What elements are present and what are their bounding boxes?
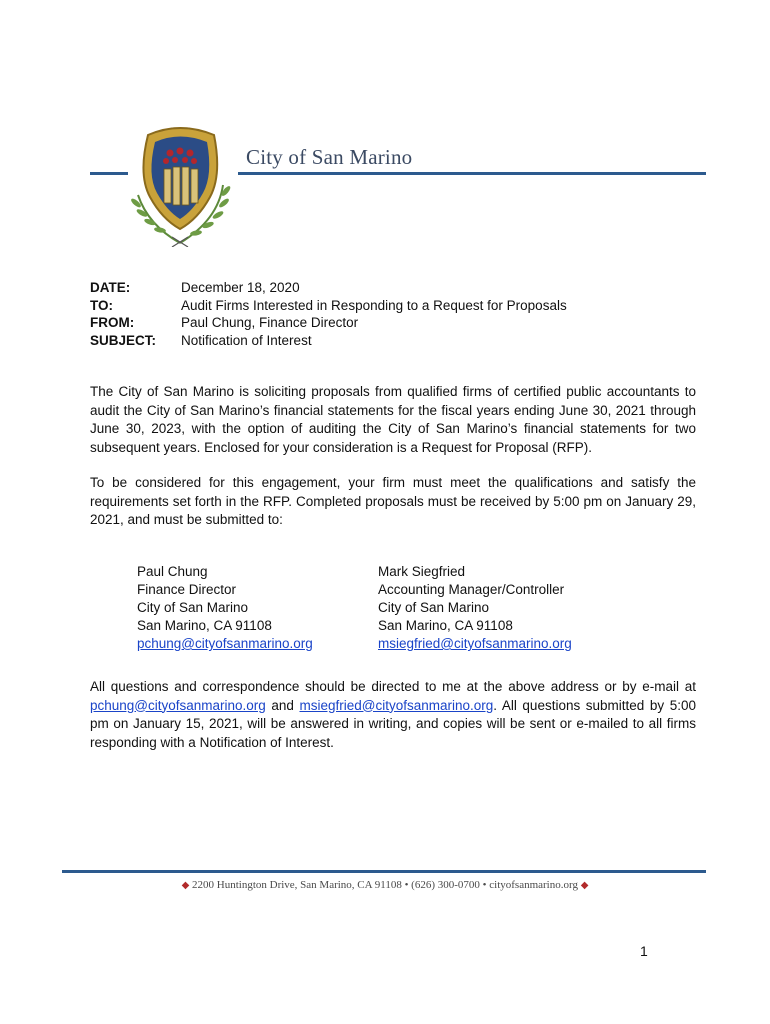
body-paragraph-3 xyxy=(90,678,696,752)
paragraph-3-text-start: All questions and correspondence should be directed to me at the above address or by e-mail at xyxy=(90,679,696,694)
contact-city: San Marino, CA 91108 xyxy=(378,618,513,633)
contact-block-mark-siegfried xyxy=(378,563,572,653)
memo-from-value: Paul Chung, Finance Director xyxy=(181,315,359,330)
contact-block-paul-chung xyxy=(137,563,313,653)
contact-email-link[interactable]: pchung@cityofsanmarino.org xyxy=(137,636,313,651)
footer-rule xyxy=(62,870,706,873)
memo-date-value: December 18, 2020 xyxy=(181,280,300,295)
city-seal-icon xyxy=(118,125,243,247)
memo-from-row xyxy=(90,314,567,332)
memo-date-label: DATE: xyxy=(90,280,131,295)
city-name-title: City of San Marino xyxy=(246,145,413,169)
pchung-email-link[interactable]: pchung@cityofsanmarino.org xyxy=(90,697,266,713)
diamond-icon: ◆ xyxy=(181,880,190,891)
body-paragraph-2: To be considered for this engagement, your firm must meet the qualifications and satisfy the requirements set forth in the RFP. Completed proposals must be received by 5:00 pm on January 29, 2021, and must be submitted to: xyxy=(90,475,696,527)
memo-from-label: FROM: xyxy=(90,315,135,330)
memo-to-value: Audit Firms Interested in Responding to a Request for Proposals xyxy=(181,297,567,313)
memo-subject-row xyxy=(90,332,567,350)
memo-date-row xyxy=(90,279,567,297)
memo-subject-label: SUBJECT: xyxy=(90,332,157,348)
header-rule-left xyxy=(90,172,128,175)
paragraph-3-text-and: and xyxy=(265,697,300,713)
paragraph-3-text-end: . All questions submitted by 5:00 pm on January 15, 2021, will be answered in writing, and copies will be sent or e-mailed to all firms responding with a Notification of Interest. xyxy=(90,697,696,750)
contact-org: City of San Marino xyxy=(378,600,490,615)
contact-org: City of San Marino xyxy=(137,600,249,615)
contact-title: Finance Director xyxy=(137,582,237,597)
diamond-icon: ◆ xyxy=(580,880,589,891)
contact-email-link[interactable]: msiegfried@cityofsanmarino.org xyxy=(378,636,572,651)
header-rule-right xyxy=(238,172,706,175)
contact-title: Accounting Manager/Controller xyxy=(378,582,565,597)
memo-to-label: TO: xyxy=(90,297,113,313)
footer-address xyxy=(0,879,770,891)
body-paragraph-1: The City of San Marino is soliciting proposals from qualified firms of certified public accountants to audit the City of San Marino’s financial statements for the fiscal years ending June 30, 2021 through June 30, 2023, with the option of auditing the City of San Marino’s financial statements for two subsequent years. Enclosed for your consideration is a Request for Proposal (RFP). xyxy=(90,384,696,455)
memo-to-row xyxy=(90,297,567,315)
memo-header xyxy=(90,279,567,349)
contact-name: Paul Chung xyxy=(137,564,208,579)
footer-address-text: 2200 Huntington Drive, San Marino, CA 91108 • (626) 300-0700 • cityofsanmarino.org xyxy=(192,879,578,891)
contact-name: Mark Siegfried xyxy=(378,564,466,579)
memo-subject-value: Notification of Interest xyxy=(181,332,312,348)
msiegfried-email-link[interactable]: msiegfried@cityofsanmarino.org xyxy=(299,697,494,713)
page-number: 1 xyxy=(640,943,648,959)
contact-city: San Marino, CA 91108 xyxy=(137,618,272,633)
